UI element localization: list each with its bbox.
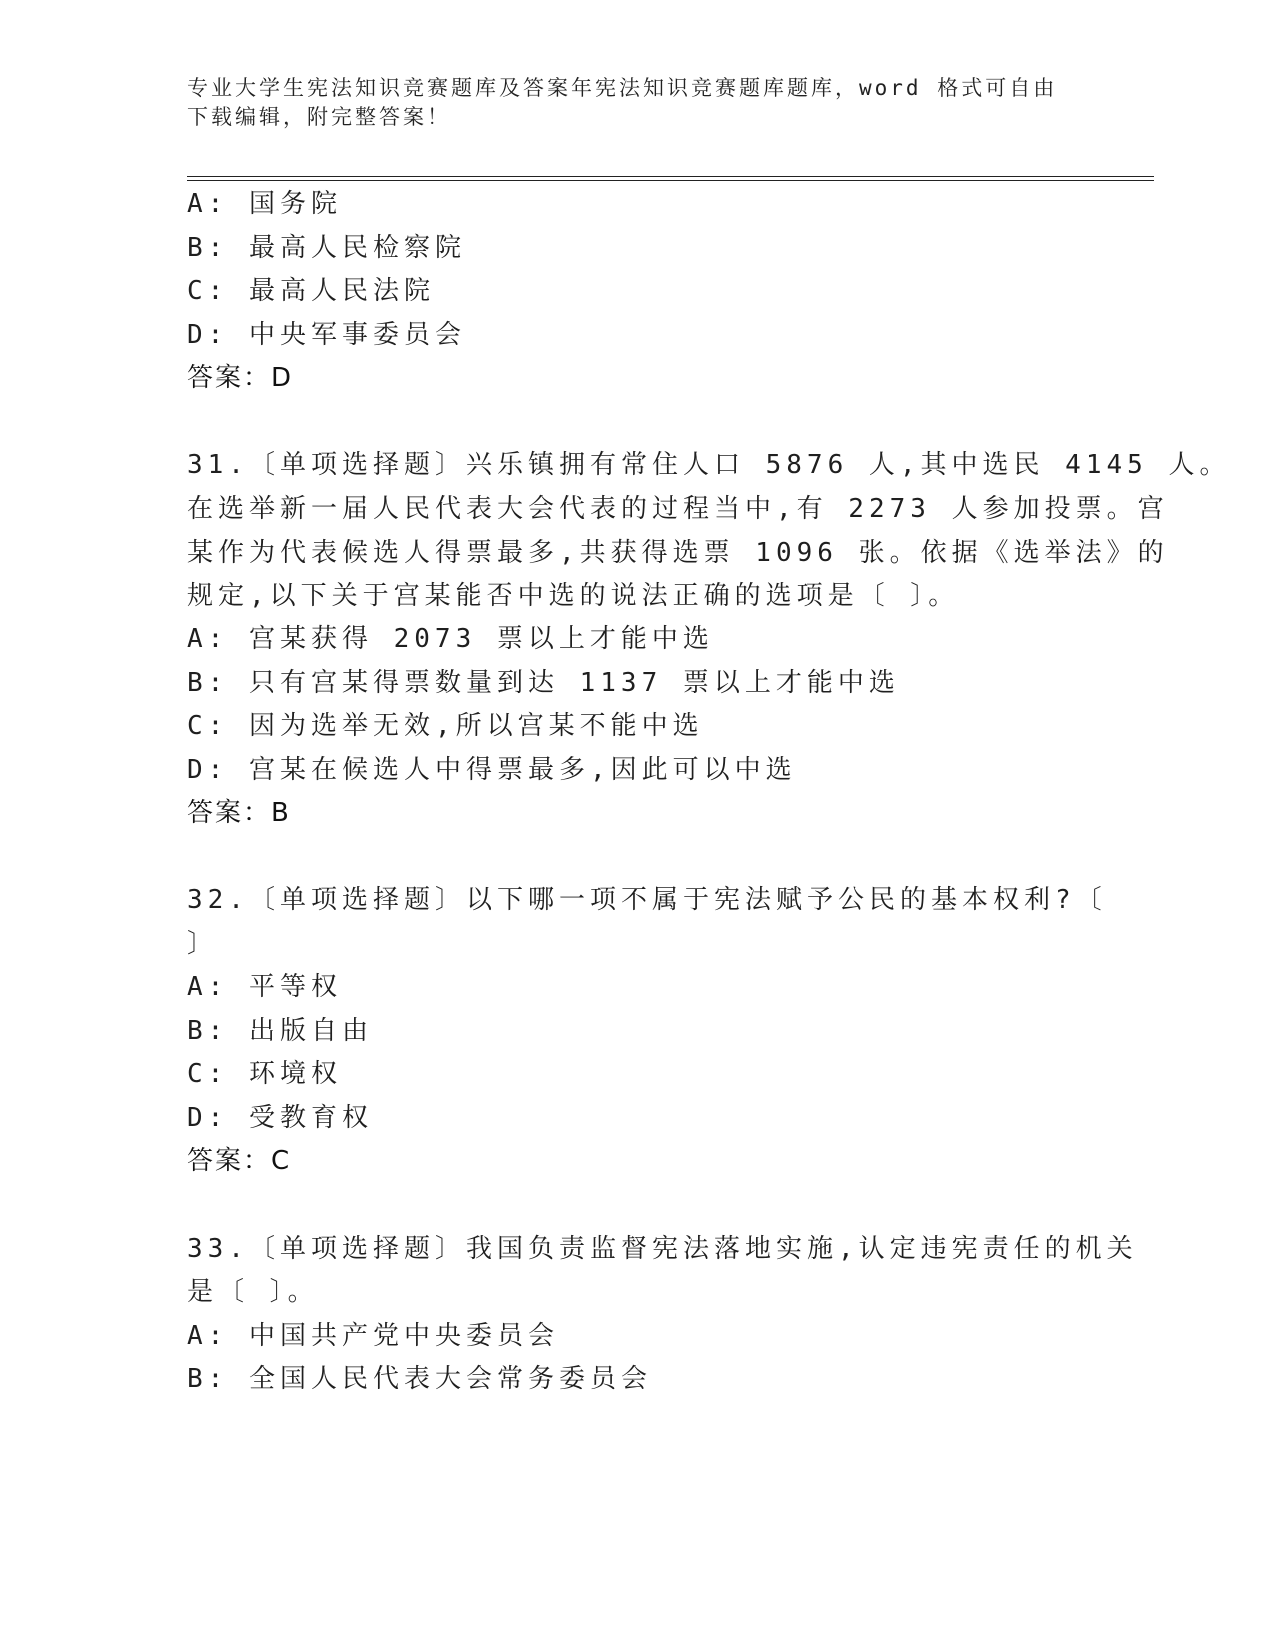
q32-option-c: C: 环境权 (187, 1059, 342, 1089)
q32-answer: 答案：C (187, 1146, 292, 1176)
q32-option-d: D: 受教育权 (187, 1103, 373, 1133)
q31-stem-line-2: 在选举新一届人民代表大会代表的过程当中,有 2273 人参加投票。宫 (187, 494, 1169, 524)
header-line-1: 专业大学生宪法知识竞赛题库及答案年宪法知识竞赛题库题库，word 格式可自由 (187, 76, 1058, 100)
q33-stem-line-2: 是〔 〕。 (187, 1277, 319, 1307)
q32-option-a: A: 平等权 (187, 972, 342, 1002)
q33-stem-line-1: 33.〔单项选择题〕我国负责监督宪法落地实施,认定违宪责任的机关 (187, 1234, 1138, 1264)
header-divider (187, 176, 1154, 177)
header-divider-second (187, 180, 1154, 181)
q31-option-c: C: 因为选举无效,所以宫某不能中选 (187, 711, 704, 741)
q32-stem-line-2: 〕 (187, 929, 219, 959)
q31-stem-line-4: 规定,以下关于宫某能否中选的说法正确的选项是〔 〕。 (187, 581, 960, 611)
q31-answer: 答案：B (187, 798, 291, 828)
prev-option-b: B: 最高人民检察院 (187, 233, 466, 263)
prev-answer: 答案：D (187, 363, 294, 393)
page-header (187, 74, 1067, 132)
q31-stem-line-3: 某作为代表候选人得票最多,共获得选票 1096 张。依据《选举法》的 (187, 538, 1169, 568)
q31-option-d: D: 宫某在候选人中得票最多,因此可以中选 (187, 755, 797, 785)
header-line-2: 下载编辑，附完整答案！ (187, 105, 451, 129)
q32-stem-line-1: 32.〔单项选择题〕以下哪一项不属于宪法赋予公民的基本权利?〔 (187, 885, 1107, 915)
q31-stem-line-1: 31.〔单项选择题〕兴乐镇拥有常住人口 5876 人,其中选民 4145 人。 (187, 450, 1231, 480)
q31-option-a: A: 宫某获得 2073 票以上才能中选 (187, 624, 714, 654)
q32-option-b: B: 出版自由 (187, 1016, 373, 1046)
prev-option-d: D: 中央军事委员会 (187, 320, 466, 350)
prev-option-a: A: 国务院 (187, 189, 342, 219)
q33-option-b: B: 全国人民代表大会常务委员会 (187, 1364, 652, 1394)
q31-option-b: B: 只有宫某得票数量到达 1137 票以上才能中选 (187, 668, 900, 698)
prev-option-c: C: 最高人民法院 (187, 276, 435, 306)
q33-option-a: A: 中国共产党中央委员会 (187, 1321, 559, 1351)
